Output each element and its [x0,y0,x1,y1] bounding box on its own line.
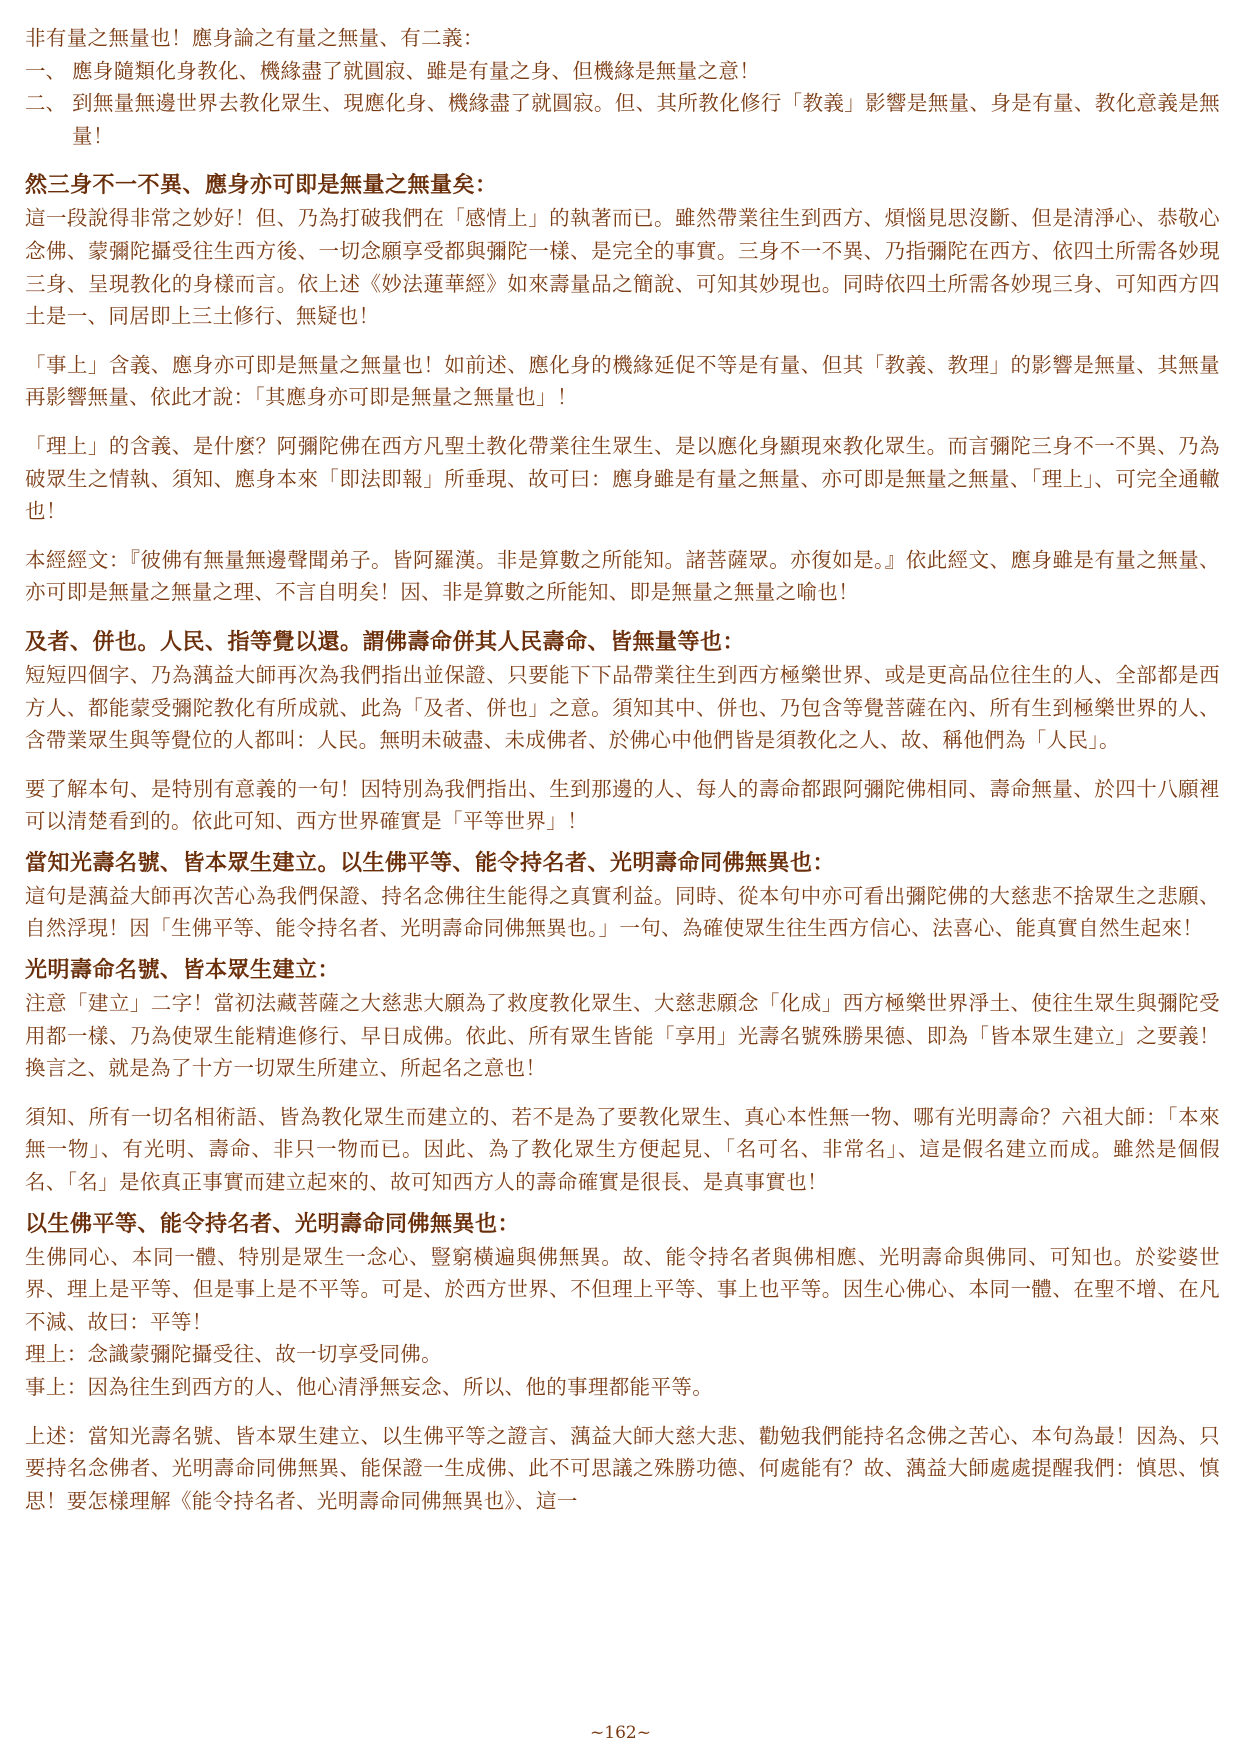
paragraph: 注意「建立」二字！當初法藏菩薩之大慈悲大願為了救度教化眾生、大慈悲願念「化成」西方極樂世界淨土、使往生眾生與彌陀受用都一樣、乃為使眾生能精進修行、早日成佛。依此、所有眾生皆能「享用」光壽名號殊勝果德、即為「皆本眾生建立」之要義！換言之、就是為了十方一切眾生所建立、所起名之意也！ [25,991,1220,1081]
paragraph: 這一段說得非常之妙好！但、乃為打破我們在「感情上」的執著而已。雖然帶業往生到西方、煩惱見思沒斷、但是清淨心、恭敬心念佛、蒙彌陀攝受往生西方後、一切念願享受都與彌陀一樣、是完全的事實。三身不一不異、乃指彌陀在西方、依四土所需各妙現三身、呈現教化的身樣而言。依上述《妙法蓮華經》如來壽量品之簡說、可知其妙現也。同時依四土所需各妙現三身、可知西方四土是一、同居即上三土修行、無疑也！ [25,206,1220,329]
section-heading: 然三身不一不異、應身亦可即是無量之無量矣： [25,172,498,199]
paragraph: 事上：因為往生到西方的人、他心清淨無妄念、所以、他的事理都能平等。 [25,1375,714,1399]
section-heading: 以生佛平等、能令持名者、光明壽命同佛無異也： [25,1210,521,1237]
paragraph: 生佛同心、本同一體、特別是眾生一念心、豎窮橫遍與佛無異。故、能令持名者與佛相應、光明壽命與佛同、可知也。於娑婆世界、理上是平等、但是事上是不平等。可是、於西方世界、不但理上平等、事上也平等。因生心佛心、本同一體、在聖不增、在凡不減、故曰：平等！ [25,1244,1220,1334]
paragraph: 「事上」含義、應身亦可即是無量之無量也！如前述、應化身的機緣延促不等是有量、但其「教義、教理」的影響是無量、其無量再影響無量、依此才說：「其應身亦可即是無量之無量也」！ [25,352,1220,410]
section-heading: 當知光壽名號、皆本眾生建立。以生佛平等、能令持名者、光明壽命同佛無異也： [25,849,836,876]
list-item [25,87,1220,152]
closing-paragraph: 上述：當知光壽名號、皆本眾生建立、以生佛平等之證言、蕅益大師大慈大悲、勸勉我們能持名念佛之苦心、本句為最！因為、只要持名念佛者、光明壽命同佛無異、能保證一生成佛、此不可思議之殊勝功德、何處能有？故、蕅益大師處處提醒我們：慎思、慎思！要怎樣理解《能令持名者、光明壽命同佛無異也》、這一 [25,1423,1220,1513]
paragraph: 短短四個字、乃為蕅益大師再次為我們指出並保證、只要能下下品帶業往生到西方極樂世界、或是更高品位往生的人、全部都是西方人、都能蒙受彌陀教化有所成就、此為「及者、併也」之意。須知其中、併也、乃包含等覺菩薩在內、所有生到極樂世界的人、含帶業眾生與等覺位的人都叫：人民。無明未破盡、未成佛者、於佛心中他們皆是須教化之人、故、稱他們為「人民」。 [25,662,1220,753]
page-number: ~162~ [590,1723,651,1743]
paragraph: 本經經文：『彼佛有無量無邊聲聞弟子。皆阿羅漢。非是算數之所能知。諸菩薩眾。亦復如是。』依此經文、應身雖是有量之無量、亦可即是無量之無量之理、不言自明矣！因、非是算數之所能知、即是無量之無量之喻也！ [25,547,1220,605]
intro-line: 非有量之無量也！應身論之有量之無量、有二義： [25,26,484,50]
paragraph: 須知、所有一切名相術語、皆為教化眾生而建立的、若不是為了要教化眾生、真心本性無一物、哪有光明壽命？六祖大師：「本來無一物」、有光明、壽命、非只一物而已。因此、為了教化眾生方便起見、「名可名、非常名」、這是假名建立而成。雖然是個假名、「名」是依真正事實而建立起來的、故可知西方人的壽命確實是很長、是真事實也！ [25,1104,1220,1195]
list-item [25,55,1220,88]
list-number: 一、 [25,58,66,83]
paragraph: 要了解本句、是特別有意義的一句！因特別為我們指出、生到那邊的人、每人的壽命都跟阿彌陀佛相同、壽命無量、於四十八願裡可以清楚看到的。依此可知、西方世界確實是「平等世界」！ [25,776,1220,834]
paragraph: 這句是蕅益大師再次苦心為我們保證、持名念佛往生能得之真實利益。同時、從本句中亦可看出彌陀佛的大慈悲不捨眾生之悲願、自然浮現！因「生佛平等、能令持名者、光明壽命同佛無異也。」一句、為確使眾生往生西方信心、法喜心、能真實自然生起來！ [25,883,1220,941]
list-number: 二、 [25,91,66,116]
list-text: 到無量無邊世界去教化眾生、現應化身、機緣盡了就圓寂。但、其所教化修行「教義」影響是無量、身是有量、教化意義是無量！ [72,91,1220,148]
page-content [25,22,1220,1517]
paragraph: 理上：念識蒙彌陀攝受往、故一切享受同佛。 [25,1342,442,1367]
paragraph: 「理上」的含義、是什麼？阿彌陀佛在西方凡聖土教化帶業往生眾生、是以應化身顯現來教化眾生。而言彌陀三身不一不異、乃為破眾生之情執、須知、應身本來「即法即報」所垂現、故可曰：應身雖是有量之無量、亦可即是無量之無量、「理上」、可完全通轍也！ [25,433,1220,524]
section-heading: 及者、併也。人民、指等覺以還。謂佛壽命併其人民壽命、皆無量等也： [25,628,746,655]
section-heading: 光明壽命名號、皆本眾生建立： [25,957,341,984]
list-text: 應身隨類化身教化、機緣盡了就圓寂、雖是有量之身、但機緣是無量之意！ [72,58,761,83]
